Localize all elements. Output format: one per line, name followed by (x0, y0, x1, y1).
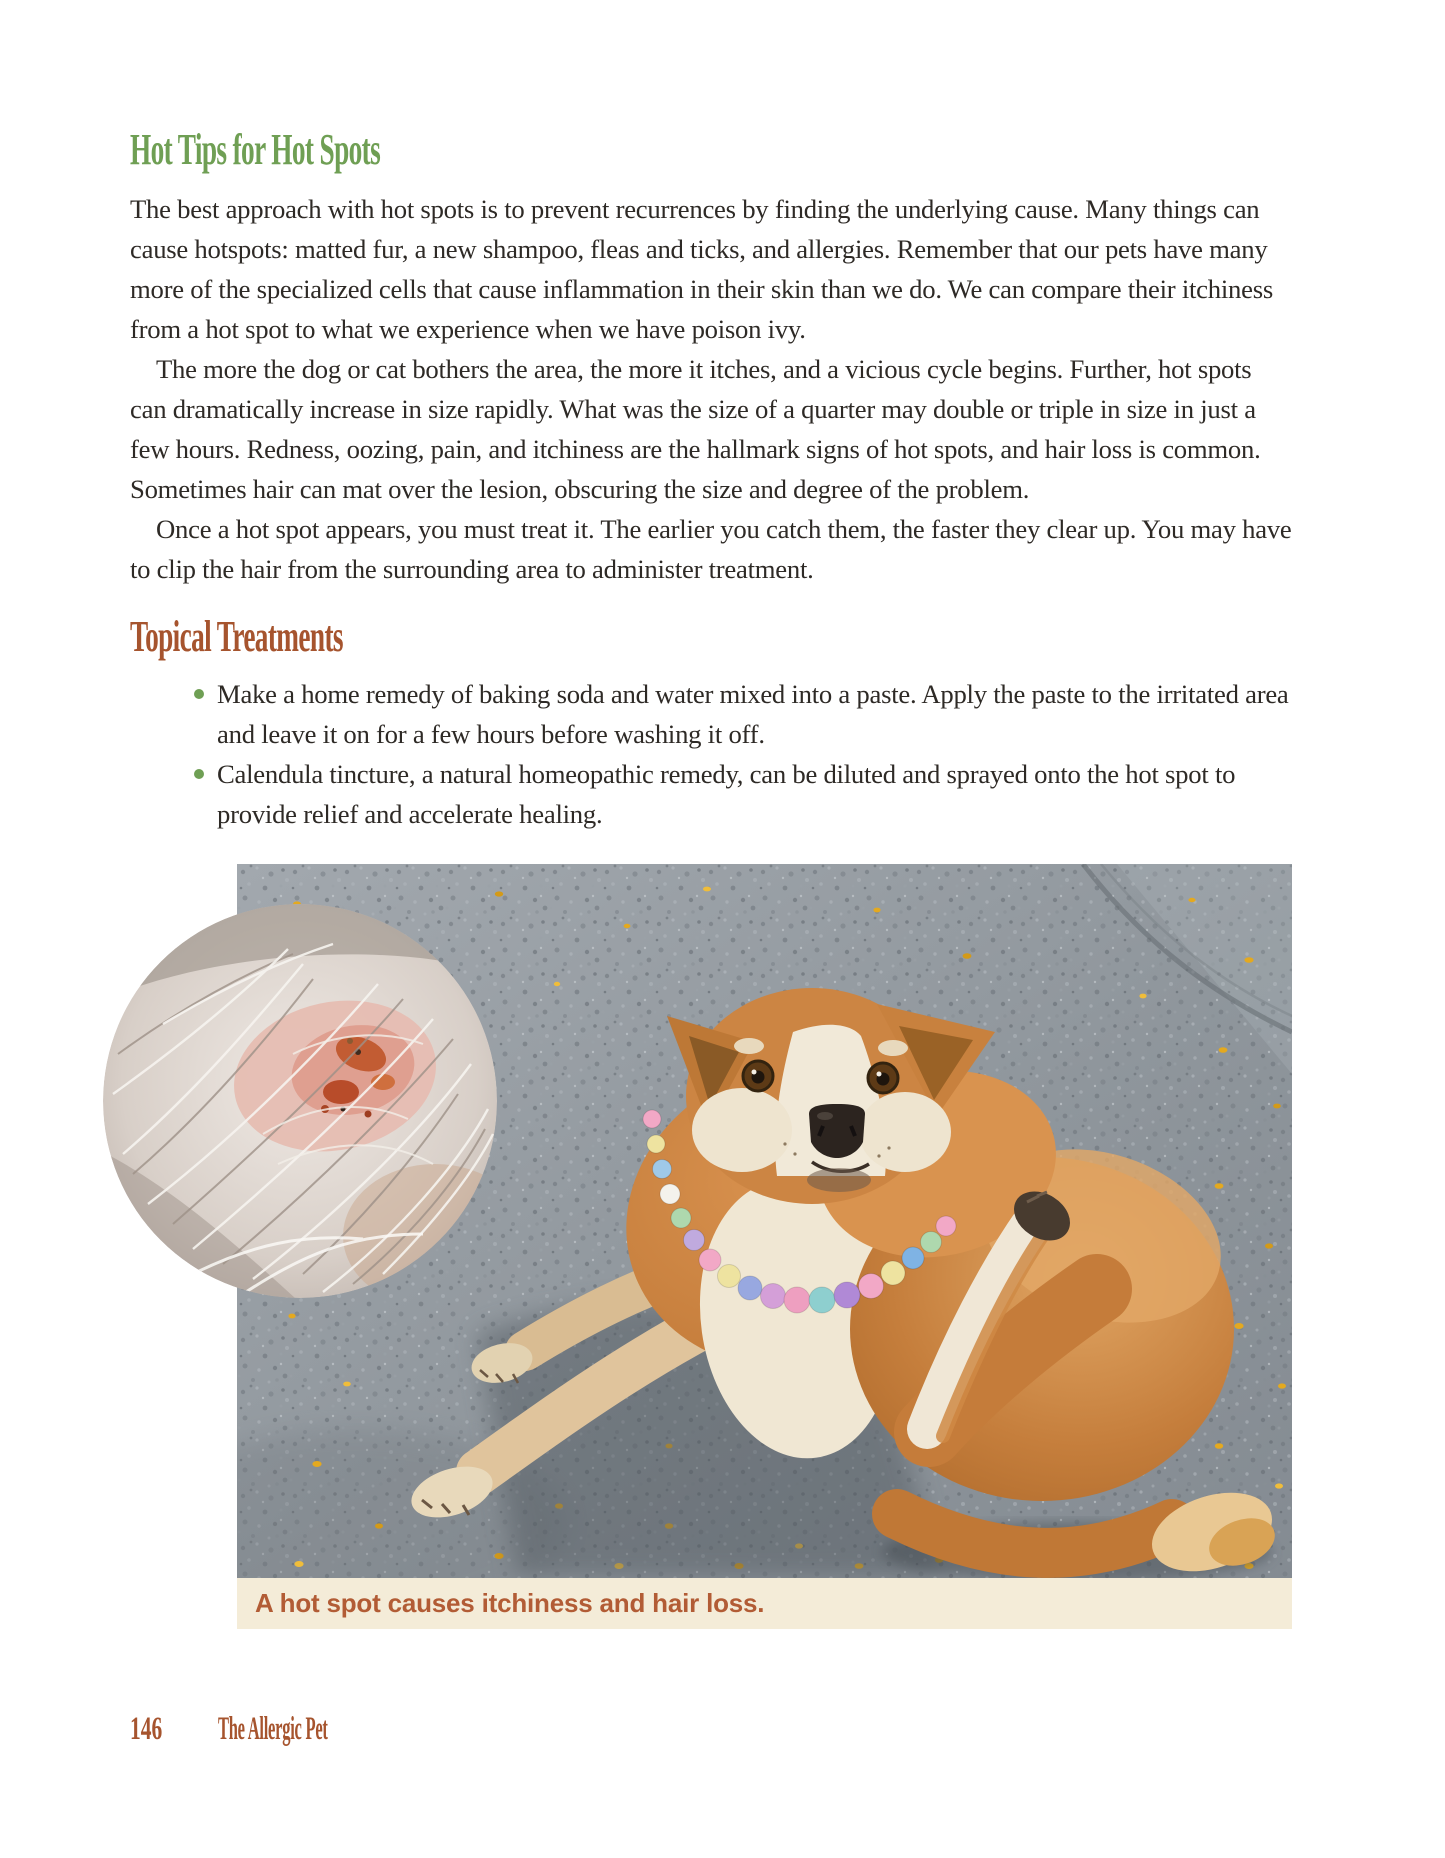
hot-spot-closeup-inset (103, 904, 497, 1298)
bullet-item: Calendula tincture, a natural homeopathic remedy, can be diluted and sprayed onto the hot spot to provide relief and accelerate healing. (130, 754, 1292, 834)
body-paragraph: The more the dog or cat bothers the area, the more it itches, and a vicious cycle begins. Further, hot spots can dramatically increase in size rapidly. What was the size of a quarter may double or triple in size in just a few hours. Redness, oozing, pain, and itchiness are the hallmark signs of hot spots, and hair loss is common. Sometimes hair can mat over the lesion, obscuring the size and degree of the problem. (130, 354, 1261, 504)
bullet-dot-icon (194, 769, 204, 779)
section-heading-topical-treatments: Topical Treatments (130, 612, 343, 661)
hot-spot-closeup-illustration (103, 904, 497, 1298)
photo-caption-bar (237, 1578, 1292, 1629)
bullet-dot-icon (194, 689, 204, 699)
dog-photo-figure (237, 864, 1292, 1629)
page-footer (130, 1711, 1292, 1748)
caption-text: A hot spot causes itchiness and hair loss. (255, 1588, 765, 1618)
bullet-list (130, 674, 1292, 834)
book-title: The Allergic Pet (217, 1711, 328, 1747)
bullet-item: Make a home remedy of baking soda and water mixed into a paste. Apply the paste to the irritated area and leave it on for a few hours before washing it off. (130, 674, 1292, 754)
section-heading-hot-tips: Hot Tips for Hot Spots (130, 125, 381, 174)
body-paragraph: Once a hot spot appears, you must treat it. The earlier you catch them, the faster they clear up. You may have to clip the hair from the surrounding area to administer treatment. (130, 514, 1292, 584)
body-paragraph: The best approach with hot spots is to prevent recurrences by finding the underlying cause. Many things can cause hotspots: matted fur, a new shampoo, fleas and ticks, and allergies. Remember that our pets have many more of the specialized cells that cause inflammation in their skin than we do. We can compare their itchiness from a hot spot to what we experience when we have poison ivy. (130, 194, 1273, 344)
page-number: 146 (130, 1711, 163, 1747)
